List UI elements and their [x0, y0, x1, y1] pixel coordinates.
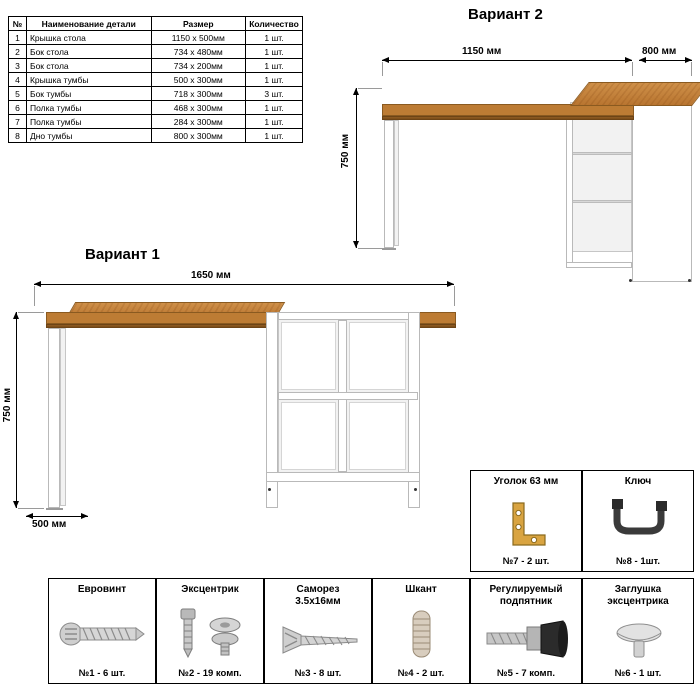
row-name: Бок стола — [26, 59, 151, 73]
table-row — [9, 73, 303, 87]
v2-cabinet-bottom — [566, 262, 632, 268]
v1-height-arrow-down — [13, 501, 19, 508]
v2-ext-right — [691, 62, 692, 76]
hardware-title: Ключ — [624, 476, 652, 487]
row-size: 1150 x 500мм — [151, 31, 246, 45]
v2-ext-mid — [632, 62, 633, 76]
v1-width-ext-right — [454, 286, 455, 306]
v2-left-leg — [384, 120, 394, 248]
parts-table — [8, 16, 303, 143]
row-qty: 1 шт. — [246, 101, 303, 115]
v2-height-arrow-down — [353, 241, 359, 248]
row-size: 734 x 480мм — [151, 45, 246, 59]
v1-left-leg-foot — [46, 508, 63, 510]
hardware-cell-corner-bracket — [470, 470, 582, 572]
table-row — [9, 129, 303, 143]
v1-width-label: 1650 мм — [191, 270, 231, 281]
row-name: Бок тумбы — [26, 87, 151, 101]
v2-floor-dot-1 — [629, 279, 632, 282]
row-qty: 1 шт. — [246, 59, 303, 73]
table-row — [9, 87, 303, 101]
row-qty: 1 шт. — [246, 31, 303, 45]
row-qty: 1 шт. — [246, 45, 303, 59]
v1-depth-dimline — [26, 516, 88, 517]
hardware-cell-dowel — [372, 578, 470, 684]
hardware-title: Эксцентрик — [181, 584, 239, 595]
v2-cabinet-front-panel — [566, 106, 573, 266]
hardware-title-line1: Саморез — [296, 584, 340, 595]
v1-height-arrow-up — [13, 312, 19, 319]
variant-1-title: Вариант 1 — [85, 246, 160, 263]
row-size: 734 x 200мм — [151, 59, 246, 73]
row-size: 284 x 300мм — [151, 115, 246, 129]
hex-key-icon — [583, 495, 693, 551]
v2-ext-left — [382, 62, 383, 76]
corner-bracket-icon — [471, 495, 581, 551]
hardware-qty: №3 - 8 шт. — [294, 668, 342, 679]
v2-width-dimline — [382, 60, 632, 61]
v2-depth-arrow-left — [639, 57, 646, 63]
variant-2-title: Вариант 2 — [468, 6, 543, 23]
variant-1-drawing — [4, 262, 470, 552]
hardware-qty: №1 - 6 шт. — [78, 668, 126, 679]
v2-width-arrow-left — [382, 57, 389, 63]
v1-width-arrow-right — [447, 281, 454, 287]
row-qty: 1 шт. — [246, 129, 303, 143]
v2-left-leg-foot — [382, 248, 396, 250]
row-num: 5 — [9, 87, 27, 101]
adjustable-foot-icon — [471, 617, 581, 663]
v2-floor-dot-2 — [688, 279, 691, 282]
table-header-row — [9, 17, 303, 31]
hardware-cell-cam-cover-cap — [582, 578, 694, 684]
v2-height-arrow-up — [353, 88, 359, 95]
hardware-qty: №2 - 19 комп. — [178, 668, 242, 679]
row-num: 3 — [9, 59, 27, 73]
row-num: 2 — [9, 45, 27, 59]
v1-width-dimline — [34, 284, 454, 285]
table-header-size: Размер — [151, 17, 246, 31]
v1-height-ext-bottom — [18, 508, 44, 509]
v2-width-arrow-right — [625, 57, 632, 63]
v2-worktop-edge — [382, 116, 634, 120]
hardware-title-line2: 3.5x16мм — [295, 596, 341, 607]
table-row — [9, 45, 303, 59]
v1-shelf-top — [278, 312, 418, 320]
hardware-qty: №8 - 1шт. — [616, 556, 660, 567]
euro-screw-icon — [49, 603, 155, 663]
v1-floor-dot-1 — [268, 488, 271, 491]
variant-2-drawing — [330, 40, 696, 280]
dowel-icon — [373, 603, 469, 663]
table-header-qty: Количество — [246, 17, 303, 31]
hardware-cell-hex-key — [582, 470, 694, 572]
row-size: 468 x 300мм — [151, 101, 246, 115]
hardware-qty: №4 - 2 шт. — [397, 668, 445, 679]
v1-floor-dot-2 — [414, 488, 417, 491]
v2-cabinet-shelf-1 — [570, 152, 632, 155]
v1-depth-arrow-left — [26, 513, 33, 519]
self-tapping-screw-icon — [265, 617, 371, 663]
v2-left-leg-side — [394, 120, 399, 246]
row-num: 7 — [9, 115, 27, 129]
hardware-cell-self-tapping-screw — [264, 578, 372, 684]
table-row — [9, 101, 303, 115]
hardware-title-line1: Заглушка — [614, 584, 662, 595]
hardware-title: Шкант — [405, 584, 437, 595]
table-row — [9, 115, 303, 129]
v1-shelf-horizontal — [278, 392, 418, 400]
v2-depth-label: 800 мм — [642, 46, 677, 57]
hardware-cell-euro-screw — [48, 578, 156, 684]
hardware-title-line1: Регулируемый — [489, 584, 563, 595]
v1-depth-arrow-right — [81, 513, 88, 519]
row-name: Крышка стола — [26, 31, 151, 45]
row-num: 4 — [9, 73, 27, 87]
v1-left-leg-side — [60, 328, 66, 506]
row-size: 718 x 300мм — [151, 87, 246, 101]
row-name: Полка тумбы — [26, 101, 151, 115]
v1-cubby-3 — [281, 402, 336, 470]
v1-left-leg — [48, 328, 60, 508]
row-name: Полка тумбы — [26, 115, 151, 129]
v1-height-label: 750 мм — [2, 388, 13, 423]
v2-cabinet-back — [570, 102, 632, 252]
v1-cubby-2 — [349, 322, 406, 390]
cam-lock-icon — [157, 603, 263, 663]
row-num: 1 — [9, 31, 27, 45]
row-num: 8 — [9, 129, 27, 143]
row-name: Дно тумбы — [26, 129, 151, 143]
v1-cubby-4 — [349, 402, 406, 470]
hardware-qty: №6 - 1 шт. — [614, 668, 662, 679]
v2-ext-top — [358, 88, 382, 89]
row-size: 800 x 300мм — [151, 129, 246, 143]
v2-height-label: 750 мм — [340, 134, 351, 169]
v1-height-dimline — [16, 312, 17, 508]
row-name: Бок стола — [26, 45, 151, 59]
hardware-title-line2: эксцентрика — [607, 596, 669, 607]
row-name: Крышка тумбы — [26, 73, 151, 87]
v1-height-ext-top — [18, 312, 44, 313]
hardware-cell-cam-lock — [156, 578, 264, 684]
row-qty: 3 шт. — [246, 87, 303, 101]
v1-shelf-bottom — [266, 472, 420, 482]
v2-cabinet-shelf-2 — [570, 200, 632, 203]
table-row — [9, 59, 303, 73]
table-header-name: Наименование детали — [26, 17, 151, 31]
hardware-title: Уголок 63 мм — [493, 476, 559, 487]
hardware-qty: №5 - 7 комп. — [497, 668, 555, 679]
v2-height-dimline — [356, 88, 357, 248]
v2-right-side-panel — [632, 100, 692, 282]
v1-cubby-1 — [281, 322, 336, 390]
v1-depth-label: 500 мм — [32, 519, 67, 530]
row-size: 500 x 300мм — [151, 73, 246, 87]
table-row — [9, 31, 303, 45]
v1-width-arrow-left — [34, 281, 41, 287]
table-header-num: № — [9, 17, 27, 31]
v2-worktop-return — [570, 82, 700, 106]
row-qty: 1 шт. — [246, 115, 303, 129]
hardware-qty: №7 - 2 шт. — [502, 556, 550, 567]
v2-width-label: 1150 мм — [462, 46, 502, 57]
v1-width-ext-left — [34, 286, 35, 306]
cam-cover-cap-icon — [583, 617, 693, 663]
row-qty: 1 шт. — [246, 73, 303, 87]
hardware-title: Евровинт — [77, 584, 127, 595]
row-num: 6 — [9, 101, 27, 115]
hardware-title-line2: подпятник — [499, 596, 553, 607]
hardware-cell-adjustable-foot — [470, 578, 582, 684]
